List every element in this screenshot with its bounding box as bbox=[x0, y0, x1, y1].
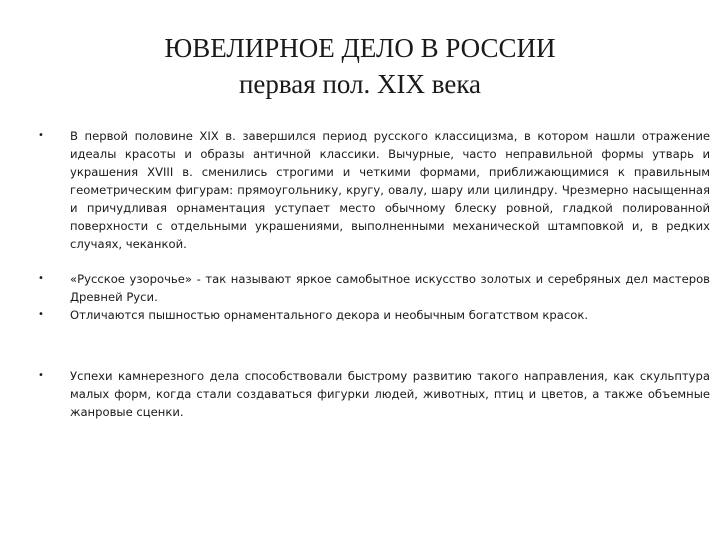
slide-title-line-2: первая пол. XIX века bbox=[238, 69, 482, 99]
bullet-text: В первой половине XIX в. завершился период русского классицизма, в котором нашли отражение идеалы красоты и образы античной классики. Вычурные, часто неправильной формы утварь и украшения XVIII в. сменились строгими и четкими формами, приближающимися к правильным геометрическим фигурам: прямоугольнику, кругу, овалу, шару или цилиндру. Чрезмерно насыщенная и причудливая орнаментация уступает место обычному блеску ровной, гладкой полированной поверхности с отдельными украшениями, выполненными механической штамповкой и, в редких случаях, чеканкой. bbox=[70, 129, 710, 251]
bullet-icon: • bbox=[38, 370, 44, 381]
bullet-icon: • bbox=[38, 130, 44, 141]
bullet-text: «Русское узорочье» - так называют яркое самобытное искусство золотых и серебряных дел мастеров Древней Руси. bbox=[70, 272, 710, 304]
bullet-icon: • bbox=[38, 309, 44, 320]
bullet-text: Отличаются пышностью орнаментального декора и необычным богатством красок. bbox=[70, 308, 589, 322]
slide-title-line-1: ЮВЕЛИРНОЕ ДЕЛО В РОССИИ bbox=[164, 33, 556, 63]
bullet-icon: • bbox=[38, 273, 44, 284]
bullet-text: Успехи камнерезного дела способствовали быстрому развитию такого направления, как скульптура малых форм, когда стали создаваться фигурки людей, животных, птиц и цветов, а также объемные жанровые сценки. bbox=[70, 369, 710, 419]
